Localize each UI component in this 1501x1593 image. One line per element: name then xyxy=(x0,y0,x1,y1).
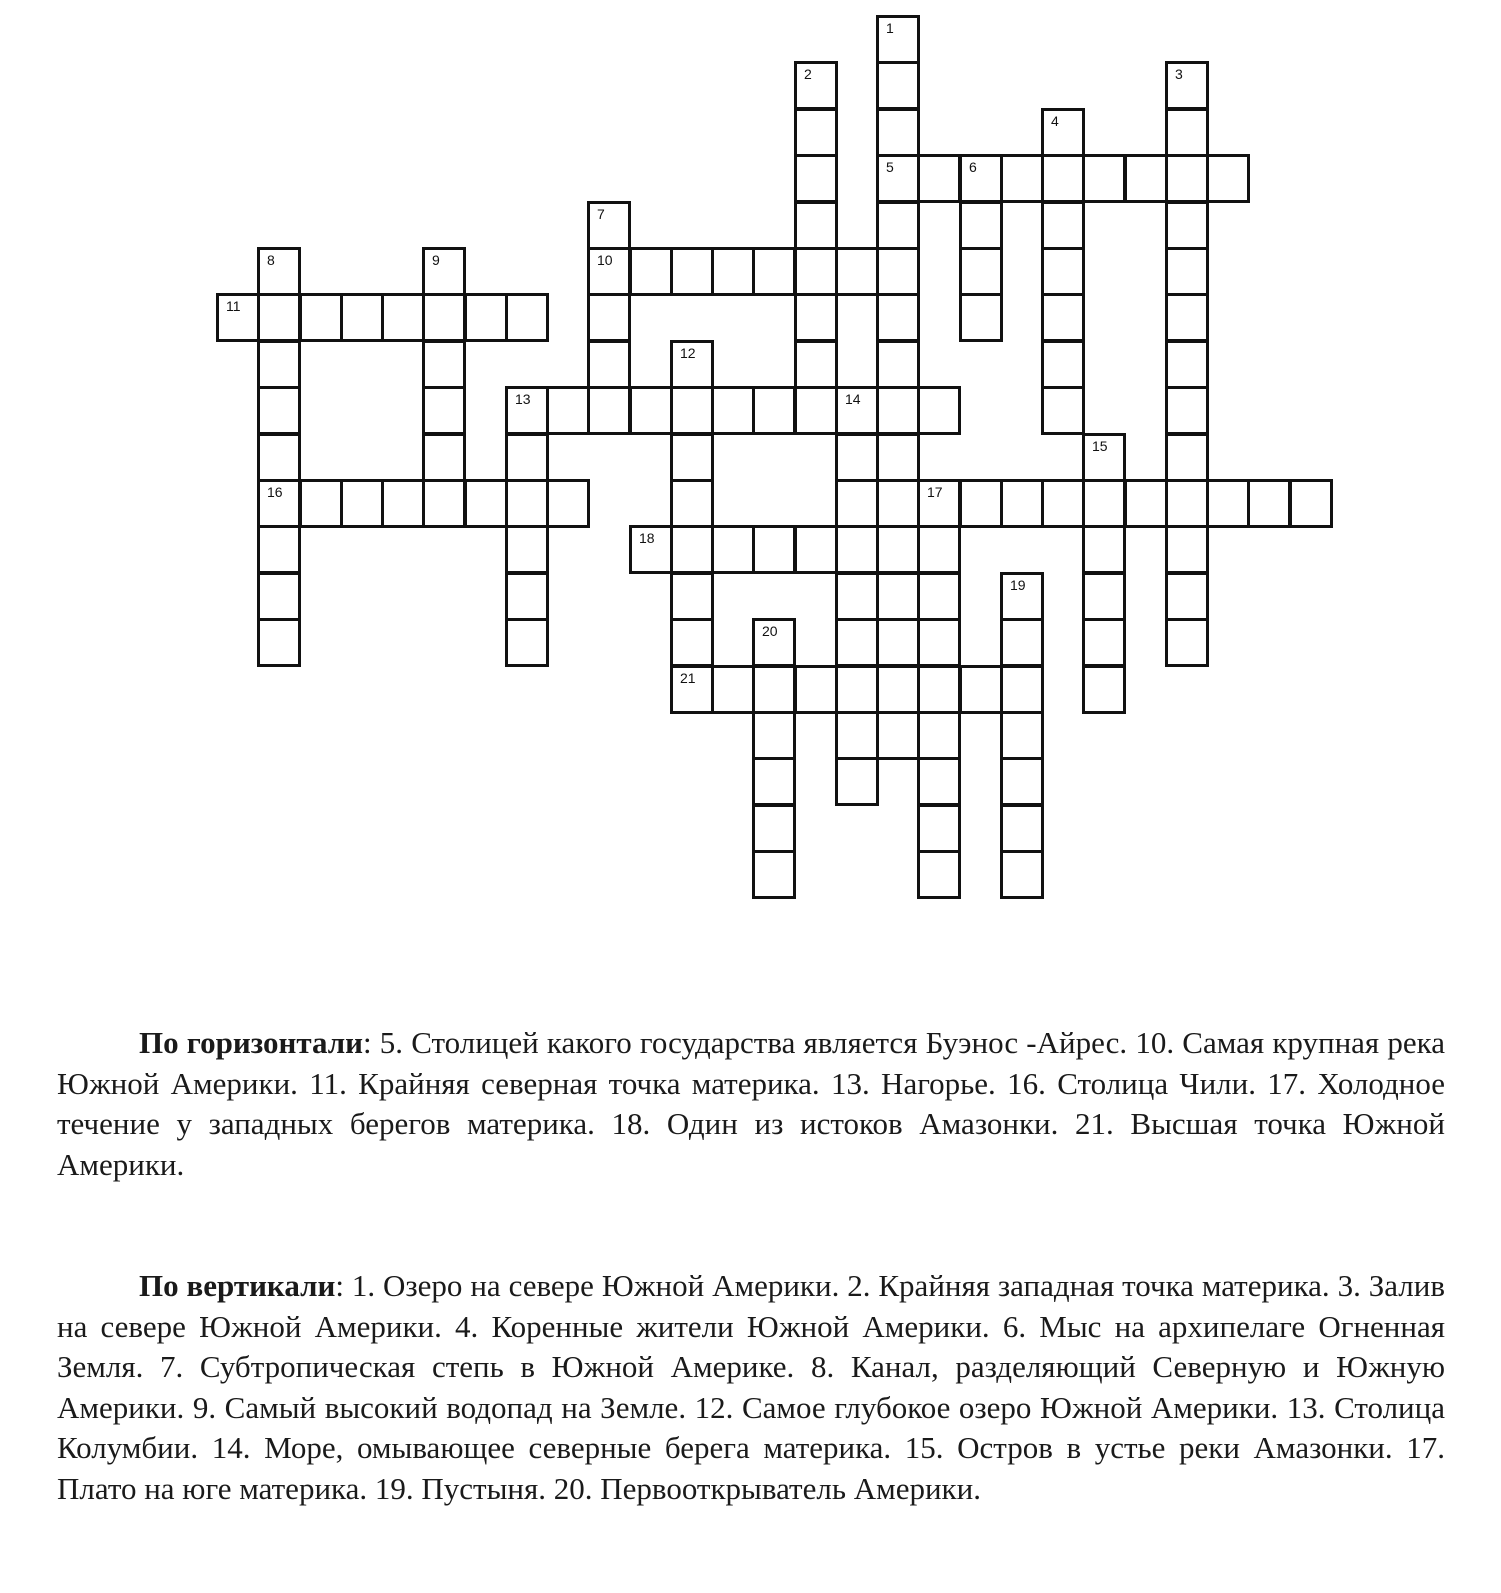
grid-cell xyxy=(1000,757,1044,806)
grid-cell xyxy=(422,479,466,528)
grid-cell xyxy=(257,386,301,435)
clues-across-heading: По горизонтали xyxy=(139,1025,363,1060)
grid-cell xyxy=(381,479,425,528)
clue-number: 10 xyxy=(597,252,613,268)
grid-cell xyxy=(670,665,714,714)
grid-cell xyxy=(917,479,961,528)
clue-number: 14 xyxy=(845,391,861,407)
grid-cell xyxy=(711,525,755,574)
grid-cell xyxy=(1082,618,1126,667)
grid-cell xyxy=(1165,247,1209,296)
grid-cell xyxy=(1041,108,1085,157)
grid-cell xyxy=(505,525,549,574)
grid-cell xyxy=(216,293,260,342)
grid-cell xyxy=(299,479,343,528)
grid-cell xyxy=(835,757,879,806)
grid-cell xyxy=(670,618,714,667)
grid-cell xyxy=(505,386,549,435)
grid-cell xyxy=(1165,479,1209,528)
grid-cell xyxy=(1041,386,1085,435)
grid-cell xyxy=(876,247,920,296)
grid-cell xyxy=(1082,433,1126,482)
grid-cell xyxy=(422,293,466,342)
clue-number: 20 xyxy=(762,623,778,639)
clue-number: 4 xyxy=(1051,113,1059,129)
grid-cell xyxy=(876,154,920,203)
grid-cell xyxy=(1165,293,1209,342)
grid-cell xyxy=(917,386,961,435)
grid-cell xyxy=(1165,154,1209,203)
grid-cell xyxy=(587,247,631,296)
grid-cell xyxy=(917,525,961,574)
grid-cell xyxy=(794,293,838,342)
clue-number: 18 xyxy=(639,530,655,546)
grid-cell xyxy=(257,479,301,528)
grid-cell xyxy=(1082,665,1126,714)
grid-cell xyxy=(876,479,920,528)
grid-cell xyxy=(876,293,920,342)
grid-cell xyxy=(711,247,755,296)
grid-cell xyxy=(794,386,838,435)
grid-cell xyxy=(876,201,920,250)
grid-cell xyxy=(1206,154,1250,203)
grid-cell xyxy=(876,108,920,157)
grid-cell xyxy=(1165,386,1209,435)
grid-cell xyxy=(464,479,508,528)
grid-cell xyxy=(917,618,961,667)
grid-cell xyxy=(794,201,838,250)
grid-cell xyxy=(1165,525,1209,574)
clue-number: 16 xyxy=(267,484,283,500)
clue-number: 9 xyxy=(432,252,440,268)
grid-cell xyxy=(257,433,301,482)
grid-cell xyxy=(794,340,838,389)
grid-cell xyxy=(505,433,549,482)
clue-number: 17 xyxy=(927,484,943,500)
grid-cell xyxy=(711,386,755,435)
grid-cell xyxy=(1165,61,1209,110)
grid-cell xyxy=(876,525,920,574)
grid-cell xyxy=(835,665,879,714)
grid-cell xyxy=(876,15,920,64)
grid-cell xyxy=(1082,154,1126,203)
grid-cell xyxy=(629,525,673,574)
grid-cell xyxy=(257,293,301,342)
grid-cell xyxy=(587,340,631,389)
grid-cell xyxy=(1041,479,1085,528)
grid-cell xyxy=(1206,479,1250,528)
grid-cell xyxy=(1000,479,1044,528)
grid-cell xyxy=(959,247,1003,296)
grid-cell xyxy=(546,386,590,435)
grid-cell xyxy=(587,293,631,342)
grid-cell xyxy=(1082,525,1126,574)
grid-cell xyxy=(629,247,673,296)
grid-cell xyxy=(1041,247,1085,296)
grid-cell xyxy=(917,711,961,760)
clues-across-text: : 5. Столицей какого государства является Буэнос -Айрес. 10. Самая крупная река Южной Америки. 11. Крайняя северная точка материка. 13. Нагорье. 16. Столица Чили. 17. Холодное течение у западных берегов материка. 18. Один из истоков Амазонки. 21. Высшая точка Южной Америки. xyxy=(57,1025,1445,1182)
grid-cell xyxy=(959,479,1003,528)
grid-cell xyxy=(670,386,714,435)
grid-cell xyxy=(1289,479,1333,528)
grid-cell xyxy=(257,525,301,574)
grid-cell xyxy=(752,386,796,435)
grid-cell xyxy=(876,711,920,760)
grid-cell xyxy=(752,850,796,899)
grid-cell xyxy=(835,711,879,760)
grid-cell xyxy=(546,479,590,528)
grid-cell xyxy=(1082,479,1126,528)
clues-down-heading: По вертикали xyxy=(139,1268,336,1303)
grid-cell xyxy=(752,665,796,714)
grid-cell xyxy=(917,804,961,853)
grid-cell xyxy=(670,433,714,482)
grid-cell xyxy=(1165,618,1209,667)
grid-cell xyxy=(876,386,920,435)
grid-cell xyxy=(1000,154,1044,203)
grid-cell xyxy=(1000,572,1044,621)
grid-cell xyxy=(1041,201,1085,250)
grid-cell xyxy=(917,850,961,899)
grid-cell xyxy=(257,618,301,667)
grid-cell xyxy=(505,479,549,528)
clue-number: 13 xyxy=(515,391,531,407)
grid-cell xyxy=(257,247,301,296)
grid-cell xyxy=(422,340,466,389)
clue-number: 11 xyxy=(226,298,241,314)
grid-cell xyxy=(422,247,466,296)
grid-cell xyxy=(1000,665,1044,714)
grid-cell xyxy=(876,61,920,110)
grid-cell xyxy=(340,293,384,342)
grid-cell xyxy=(670,572,714,621)
grid-cell xyxy=(257,340,301,389)
grid-cell xyxy=(1000,850,1044,899)
grid-cell xyxy=(340,479,384,528)
clue-number: 12 xyxy=(680,345,696,361)
grid-cell xyxy=(670,340,714,389)
grid-cell xyxy=(835,247,879,296)
grid-cell xyxy=(587,201,631,250)
clue-number: 5 xyxy=(886,159,894,175)
grid-cell xyxy=(670,479,714,528)
clue-number: 8 xyxy=(267,252,275,268)
grid-cell xyxy=(835,525,879,574)
grid-cell xyxy=(959,665,1003,714)
grid-cell xyxy=(959,201,1003,250)
grid-cell xyxy=(752,247,796,296)
grid-cell xyxy=(917,572,961,621)
grid-cell xyxy=(835,433,879,482)
grid-cell xyxy=(917,665,961,714)
grid-cell xyxy=(1000,804,1044,853)
grid-cell xyxy=(587,386,631,435)
grid-cell xyxy=(794,108,838,157)
grid-cell xyxy=(752,618,796,667)
grid-cell xyxy=(752,757,796,806)
grid-cell xyxy=(505,293,549,342)
grid-cell xyxy=(794,247,838,296)
grid-cell xyxy=(835,572,879,621)
grid-cell xyxy=(1041,340,1085,389)
clue-number: 1 xyxy=(886,20,894,36)
grid-cell xyxy=(876,433,920,482)
grid-cell xyxy=(1041,154,1085,203)
grid-cell xyxy=(1000,711,1044,760)
grid-cell xyxy=(752,525,796,574)
grid-cell xyxy=(1000,618,1044,667)
grid-cell xyxy=(1082,572,1126,621)
grid-cell xyxy=(752,804,796,853)
grid-cell xyxy=(464,293,508,342)
grid-cell xyxy=(1165,201,1209,250)
clue-number: 2 xyxy=(804,66,812,82)
grid-cell xyxy=(1247,479,1291,528)
clue-number: 21 xyxy=(680,670,696,686)
grid-cell xyxy=(505,572,549,621)
grid-cell xyxy=(257,572,301,621)
grid-cell xyxy=(299,293,343,342)
grid-cell xyxy=(876,572,920,621)
grid-cell xyxy=(422,386,466,435)
grid-cell xyxy=(1165,433,1209,482)
clue-number: 15 xyxy=(1092,438,1108,454)
grid-cell xyxy=(752,711,796,760)
clues-across xyxy=(57,1023,1445,1185)
clues-down xyxy=(57,1266,1445,1509)
grid-cell xyxy=(794,154,838,203)
grid-cell xyxy=(629,386,673,435)
grid-cell xyxy=(794,665,838,714)
clue-number: 7 xyxy=(597,206,605,222)
grid-cell xyxy=(422,433,466,482)
grid-cell xyxy=(959,154,1003,203)
grid-cell xyxy=(917,757,961,806)
grid-cell xyxy=(835,386,879,435)
grid-cell xyxy=(1165,340,1209,389)
grid-cell xyxy=(381,293,425,342)
grid-cell xyxy=(1165,572,1209,621)
grid-cell xyxy=(959,293,1003,342)
grid-cell xyxy=(794,525,838,574)
grid-cell xyxy=(1124,479,1168,528)
grid-cell xyxy=(505,618,549,667)
grid-cell xyxy=(711,665,755,714)
grid-cell xyxy=(876,665,920,714)
grid-cell xyxy=(876,340,920,389)
grid-cell xyxy=(794,61,838,110)
grid-cell xyxy=(917,154,961,203)
grid-cell xyxy=(876,618,920,667)
grid-cell xyxy=(1041,293,1085,342)
clues-down-text: : 1. Озеро на севере Южной Америки. 2. Крайняя западная точка материка. 3. Залив на севере Южной Америки. 4. Коренные жители Южной Америки. 6. Мыс на архипелаге Огненная Земля. 7. Субтропическая степь в Южной Америке. 8. Канал, разделяющий Северную и Южную Америки. 9. Самый высокий водопад на Земле. 12. Самое глубокое озеро Южной Америки. 13. Столица Колумбии. 14. Море, омывающее северные берега материка. 15. Остров в устье реки Амазонки. 17. Плато на юге материка. 19. Пустыня. 20. Первооткрыватель Америки. xyxy=(57,1268,1445,1506)
grid-cell xyxy=(835,479,879,528)
grid-cell xyxy=(1124,154,1168,203)
grid-cell xyxy=(835,618,879,667)
clue-number: 3 xyxy=(1175,66,1183,82)
clue-number: 6 xyxy=(969,159,977,175)
grid-cell xyxy=(670,247,714,296)
clue-number: 19 xyxy=(1010,577,1026,593)
grid-cell xyxy=(670,525,714,574)
grid-cell xyxy=(1165,108,1209,157)
